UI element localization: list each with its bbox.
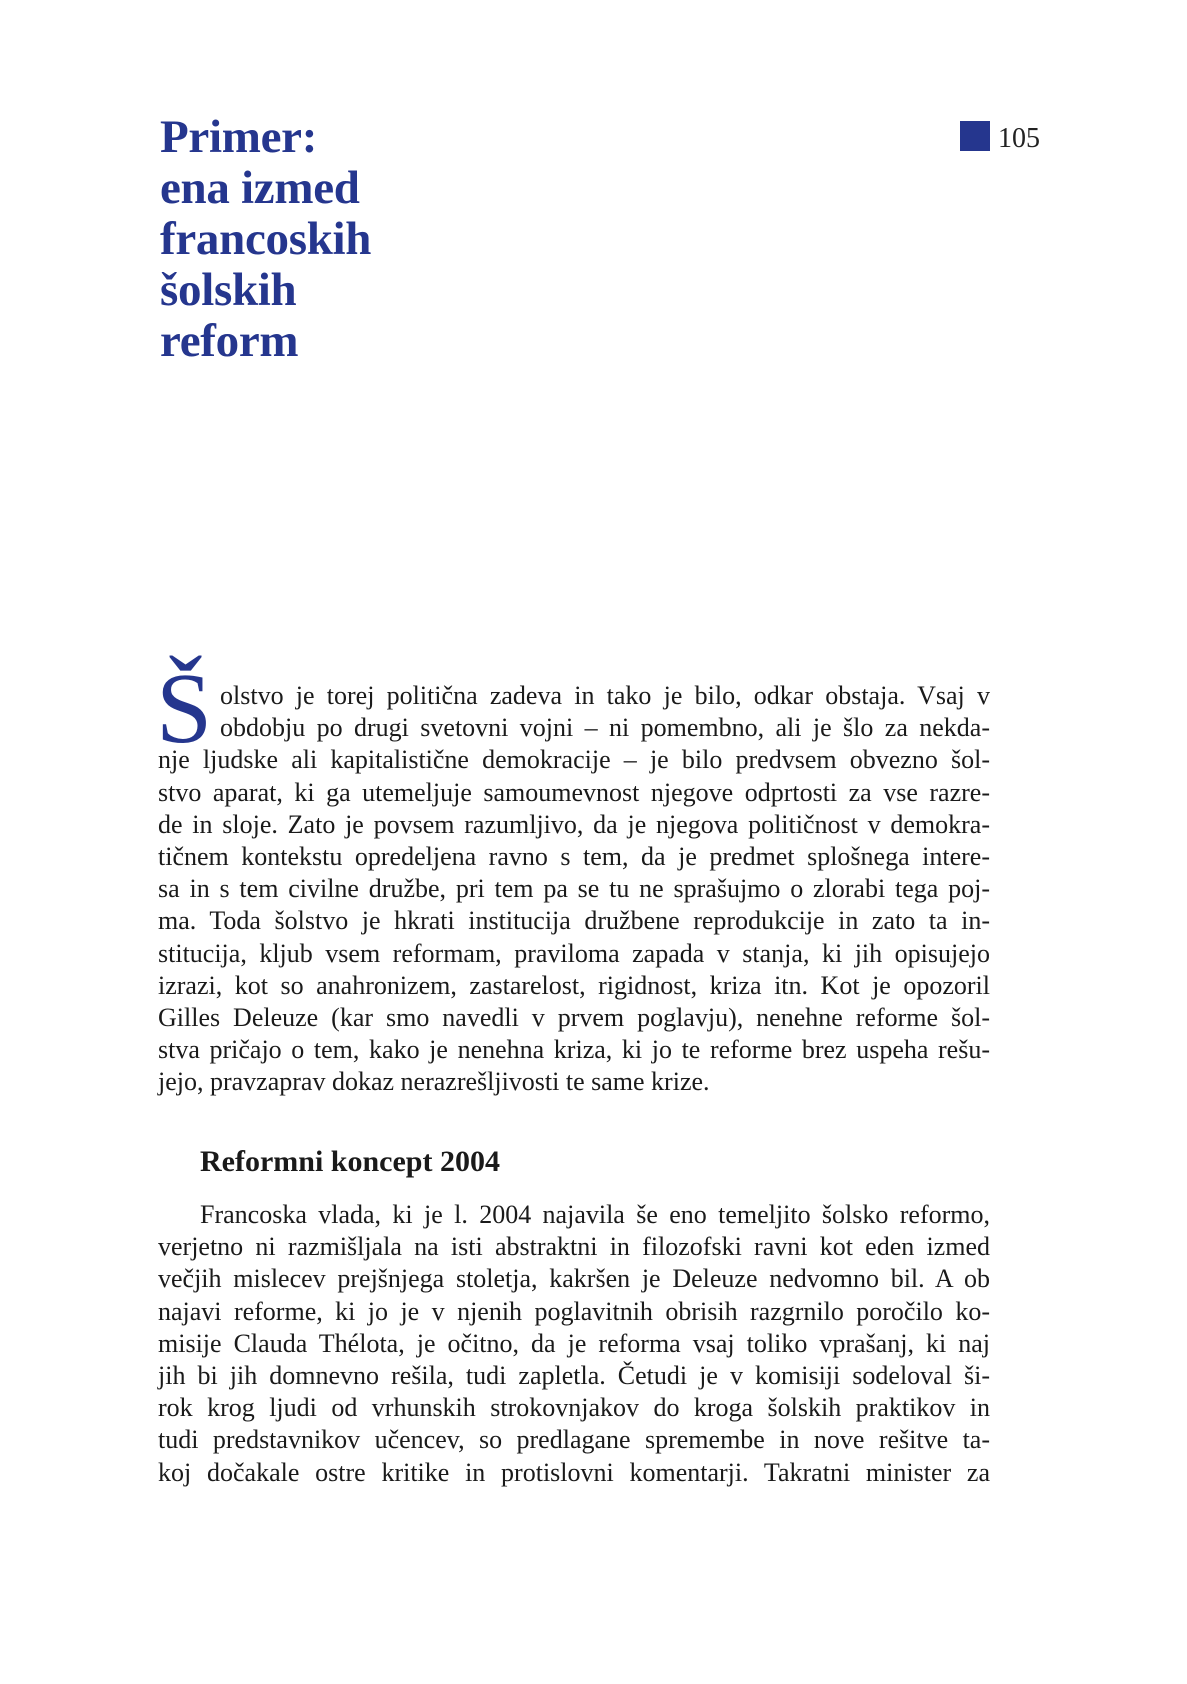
text-line: Gilles Deleuze (kar smo navedli v prvem poglavju), nenehne reforme šol- bbox=[158, 1003, 990, 1033]
intro-paragraph bbox=[158, 680, 990, 1099]
text-line: Francoska vlada, ki je l. 2004 najavila še eno temeljito šolsko reformo, bbox=[200, 1200, 990, 1229]
page-marker-square bbox=[960, 121, 990, 151]
chapter-title bbox=[160, 112, 580, 367]
drop-cap: Š bbox=[156, 652, 213, 764]
text-line: koj dočakale ostre kritike in protislovni komentarji. Takratni minister za bbox=[158, 1457, 990, 1487]
chapter-title-line: Primer: bbox=[160, 111, 318, 163]
text-line: tičnem kontekstu opredeljena ravno s tem, da je predmet splošnega intere- bbox=[158, 842, 990, 872]
text-line: jih bi jih domnevno rešila, tudi zapletla. Četudi je v komisiji sodeloval ši- bbox=[158, 1361, 990, 1391]
text-line: ma. Toda šolstvo je hkrati institucija družbene reprodukcije in zato ta in- bbox=[158, 906, 990, 936]
text-line: rok krog ljudi od vrhunskih strokovnjakov do kroga šolskih praktikov in bbox=[158, 1393, 990, 1423]
page-number: 105 bbox=[998, 123, 1040, 154]
text-line: večjih mislecev prejšnjega stoletja, kakršen je Deleuze nedvomno bil. A ob bbox=[158, 1264, 990, 1294]
chapter-title-line: reform bbox=[160, 315, 299, 367]
text-line: sa in s tem civilne družbe, pri tem pa se tu ne sprašujmo o zlorabi tega poj- bbox=[158, 874, 990, 904]
chapter-title-line: ena izmed bbox=[160, 162, 360, 214]
text-line: stva pričajo o tem, kako je nenehna kriza, ki jo te reforme brez uspeha rešu- bbox=[158, 1035, 990, 1065]
text-line: verjetno ni razmišljala na isti abstraktni in filozofski ravni kot eden izmed bbox=[158, 1232, 990, 1262]
chapter-title-line: francoskih bbox=[160, 213, 372, 265]
text-line: jejo, pravzaprav dokaz nerazrešljivosti te same krize. bbox=[158, 1067, 710, 1097]
section-heading: Reformni koncept 2004 bbox=[200, 1145, 500, 1178]
text-line: de in sloje. Zato je povsem razumljivo, da je njegova političnost v demokra- bbox=[158, 809, 990, 839]
text-line: misije Clauda Thélota, je očitno, da je reforma vsaj toliko vprašanj, ki naj bbox=[158, 1328, 990, 1358]
text-line: obdobju po drugi svetovni vojni – ni pomembno, ali je šlo za nekda- bbox=[220, 713, 990, 743]
text-line: stitucija, kljub vsem reformam, praviloma zapada v stanja, ki jih opisujejo bbox=[158, 938, 990, 968]
section-paragraph bbox=[158, 1199, 990, 1489]
text-line: nje ljudske ali kapitalistične demokracije – je bilo predvsem obvezno šol- bbox=[158, 745, 990, 775]
text-line: najavi reforme, ki jo je v njenih poglavitnih obrisih razgrnilo poročilo ko- bbox=[158, 1296, 990, 1326]
text-line: izrazi, kot so anahronizem, zastarelost, rigidnost, kriza itn. Kot je opozoril bbox=[158, 970, 990, 1000]
text-line: tudi predstavnikov učencev, so predlagane spremembe in nove rešitve ta- bbox=[158, 1425, 990, 1455]
text-line: stvo aparat, ki ga utemeljuje samoumevnost njegove odprtosti za vse razre- bbox=[158, 777, 990, 807]
chapter-title-line: šolskih bbox=[160, 264, 297, 316]
text-line: olstvo je torej politična zadeva in tako je bilo, odkar obstaja. Vsaj v bbox=[220, 681, 990, 710]
